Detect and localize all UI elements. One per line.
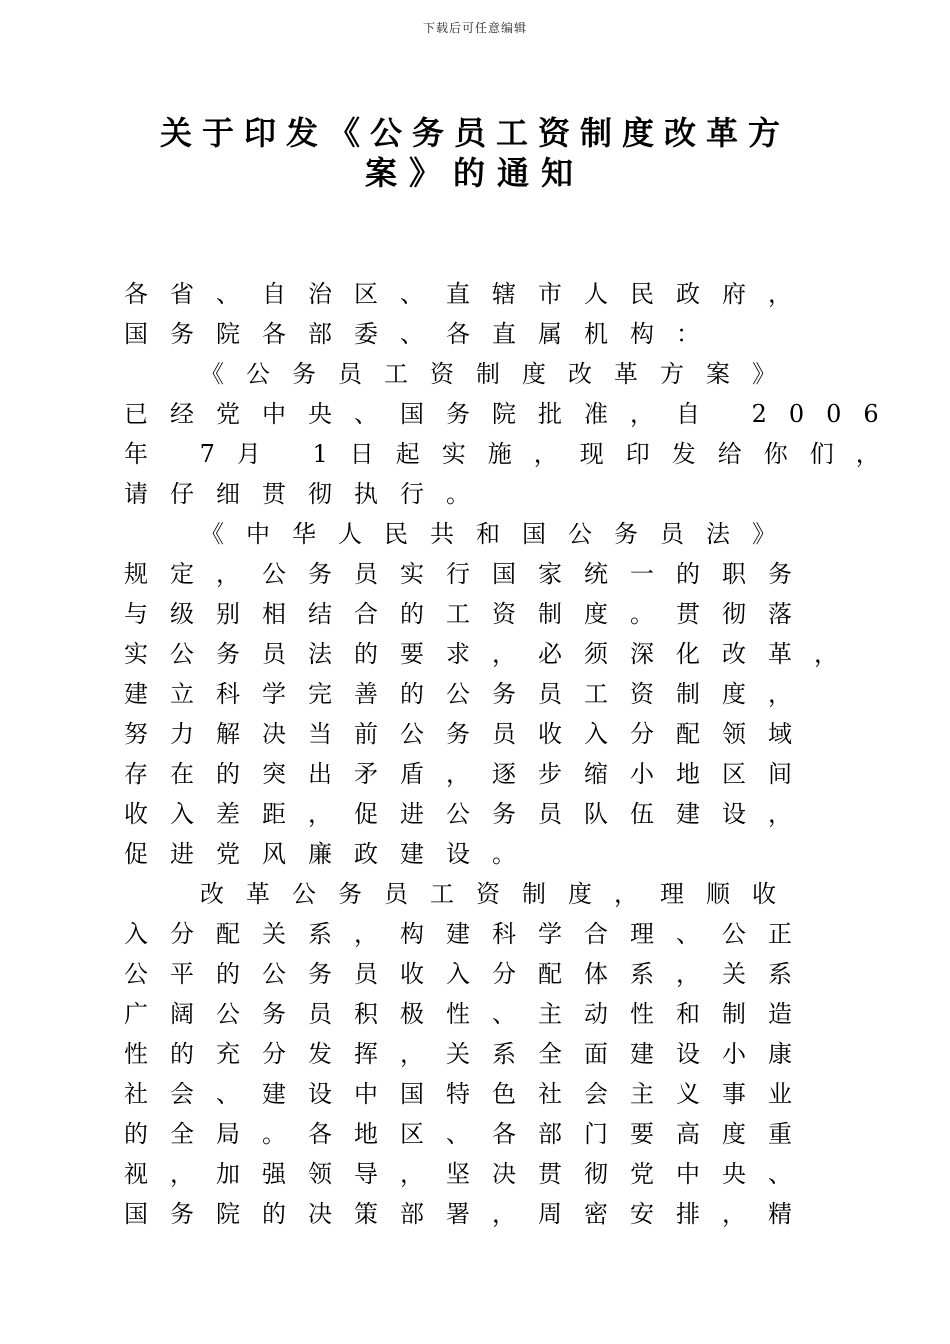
body-line: 实公务员法的要求，必须深化改革， [124, 640, 860, 668]
body-line: 性的充分发挥，关系全面建设小康 [124, 1040, 814, 1068]
body-line: 改革公务员工资制度，理顺收 [200, 880, 798, 908]
body-line: 与级别相结合的工资制度。贯彻落 [124, 600, 814, 628]
body-line: 收入差距，促进公务员队伍建设， [124, 800, 814, 828]
body-line: 努力解决当前公务员收入分配领域 [124, 720, 814, 748]
body-line: 《中华人民共和国公务员法》 [200, 520, 798, 548]
body-line: 国务院的决策部署，周密安排，精 [124, 1200, 814, 1228]
body-line: 各省、自治区、直辖市人民政府， [124, 280, 814, 308]
body-line: 视，加强领导，坚决贯彻党中央、 [124, 1160, 814, 1188]
body-line: 存在的突出矛盾，逐步缩小地区间 [124, 760, 814, 788]
document-title-line-1: 关于印发《公务员工资制度改革方 [159, 114, 790, 152]
header-note: 下载后可任意编辑 [422, 21, 527, 35]
body-line: 社会、建设中国特色社会主义事业 [124, 1080, 814, 1108]
body-line: 已经党中央、国务院批准，自 2006 [124, 400, 901, 428]
body-line: 广阔公务员积极性、主动性和制造 [124, 1000, 814, 1028]
body-line: 年 7月 1日起实施，现印发给你们， [124, 440, 902, 468]
body-line: 国务院各部委、各直属机构： [124, 320, 722, 348]
document-title-line-2: 案》的通知 [364, 154, 585, 192]
body-line: 入分配关系，构建科学合理、公正 [124, 920, 814, 948]
body-line: 的全局。各地区、各部门要高度重 [124, 1120, 814, 1148]
body-line: 建立科学完善的公务员工资制度， [124, 680, 814, 708]
body-line: 促进党风廉政建设。 [124, 840, 538, 868]
body-line: 公平的公务员收入分配体系，关系 [124, 960, 814, 988]
body-line: 请仔细贯彻执行。 [124, 480, 492, 508]
body-line: 《公务员工资制度改革方案》 [200, 360, 798, 388]
body-line: 规定，公务员实行国家统一的职务 [124, 560, 814, 588]
